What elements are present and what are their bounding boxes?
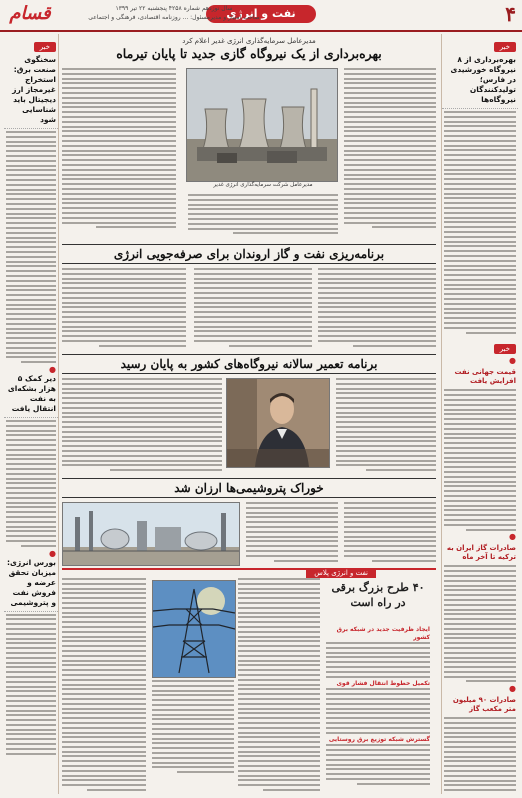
main-stories: [62, 34, 436, 794]
article-text: [152, 680, 234, 776]
article-text: [318, 268, 436, 350]
story-electricity-projects: [62, 568, 436, 796]
article-text: [4, 614, 58, 755]
story-petrochemical-feed: [62, 476, 436, 568]
left-column-third-headline: بورس انرژی: میزبان تحقق عرضه و فروش نفت و پتروشیمی: [4, 558, 58, 612]
highlight-text: تکمیل خطوط انتقال فشار قوی: [336, 680, 430, 688]
article-text: [4, 420, 58, 547]
article-text: [62, 68, 176, 231]
story-new-power-plant: [62, 34, 436, 242]
refinery-image: [63, 503, 239, 565]
red-bullet-icon: ●: [49, 548, 56, 558]
masthead: [0, 0, 522, 32]
issue-line-1: سال نوزدهم شماره ۴۲۵۸ پنجشنبه ۲۲ تیر ۱۳۹۹: [115, 5, 233, 12]
right-column-fourth-headline: صادرات ۹۰ میلیون متر مکعب گاز: [452, 696, 516, 714]
article-text: [326, 626, 430, 788]
power-plant-image: [187, 69, 337, 181]
article-text: [62, 378, 222, 474]
article-text: [442, 565, 518, 682]
article-text: [188, 194, 338, 237]
article-text: [442, 111, 518, 334]
story-kicker: مدیرعامل سرمایه‌گذاری انرژی غدیر اعلام کرد: [182, 37, 316, 45]
highlight-text: ایجاد ظرفیت جدید در شبکه برق کشور: [336, 626, 430, 641]
article-text: [62, 578, 146, 794]
story-headline: خوراک پتروشیمی‌ها ارزان شد: [62, 478, 436, 498]
story-headline: ۴۰ طرح بزرگ برقی در راه است: [331, 581, 425, 609]
left-column-headline: سخنگوی صنعت برق: استخراج غیرمجاز ارز دیجیتال باید شناسایی شود: [4, 55, 58, 129]
power-plant-photo: [186, 68, 338, 182]
story-headline: برنامه‌ریزی نفت و گاز اروندان برای صرفه‌جویی انرژی: [62, 244, 436, 264]
article-text: [344, 502, 436, 564]
article-text: [238, 578, 320, 794]
photo-caption: مدیرعامل شرکت سرمایه‌گذاری انرژی غدیر: [213, 182, 313, 188]
right-column-third-headline: صادرات گاز ایران به ترکیه تا آخر ماه: [446, 544, 516, 562]
story-arvandan-energy: [62, 242, 436, 352]
article-text: [194, 268, 312, 350]
article-text: [246, 502, 338, 564]
issue-line-2: صاحب امتیاز و مدیرمسئول: ... روزنامه اقتصادی، فرهنگی و اجتماعی: [88, 14, 260, 21]
article-text: [344, 68, 436, 231]
power-tower-photo: [152, 580, 236, 678]
portrait-image: [227, 379, 329, 467]
newspaper-logo: قسام: [9, 3, 51, 24]
article-text: [442, 717, 518, 794]
box-label: نفت و انرژی پلاس: [306, 568, 376, 578]
section-title: نفت و انرژی: [206, 5, 316, 23]
red-bullet-icon: ●: [509, 532, 516, 542]
left-column-second-headline: دیر کمک ۵ هزار بشکه‌ای به نفت انتقال یافت: [4, 374, 58, 418]
article-text: [62, 268, 186, 350]
highlight-text: گسترش شبکه توزیع برق روستایی: [328, 736, 430, 744]
story-headline: برنامه تعمیر سالانه نیروگاه‌های کشور به پایان رسید: [62, 354, 436, 374]
story-headline: بهره‌برداری از یک نیروگاه گازی جدید تا پایان تیرماه: [116, 46, 382, 61]
right-news-column: [441, 34, 518, 794]
right-column-second-headline: قیمت جهانی نفت افزایش یافت: [454, 368, 516, 386]
red-bullet-icon: ●: [49, 365, 56, 375]
news-label-2: خبر: [494, 344, 516, 354]
page-number: ۴: [505, 2, 516, 26]
red-bullet-icon: ●: [509, 684, 516, 694]
article-text: [442, 389, 518, 530]
right-column-headline: بهره‌برداری از ۸ نیروگاه خورشیدی در فارس؛ تولیدکنندگان نیروگاه‌ها: [442, 55, 518, 109]
petrochemical-plant-photo: [62, 502, 240, 566]
left-news-column: [4, 34, 59, 794]
issue-info: [64, 4, 284, 22]
official-portrait-photo: [226, 378, 330, 468]
story-plant-maintenance: [62, 352, 436, 476]
red-bullet-icon: ●: [509, 356, 516, 366]
news-label: خبر: [34, 42, 56, 52]
transmission-tower-image: [153, 581, 235, 677]
article-text: [336, 378, 436, 474]
article-text: [4, 131, 58, 363]
news-label: خبر: [494, 42, 516, 52]
